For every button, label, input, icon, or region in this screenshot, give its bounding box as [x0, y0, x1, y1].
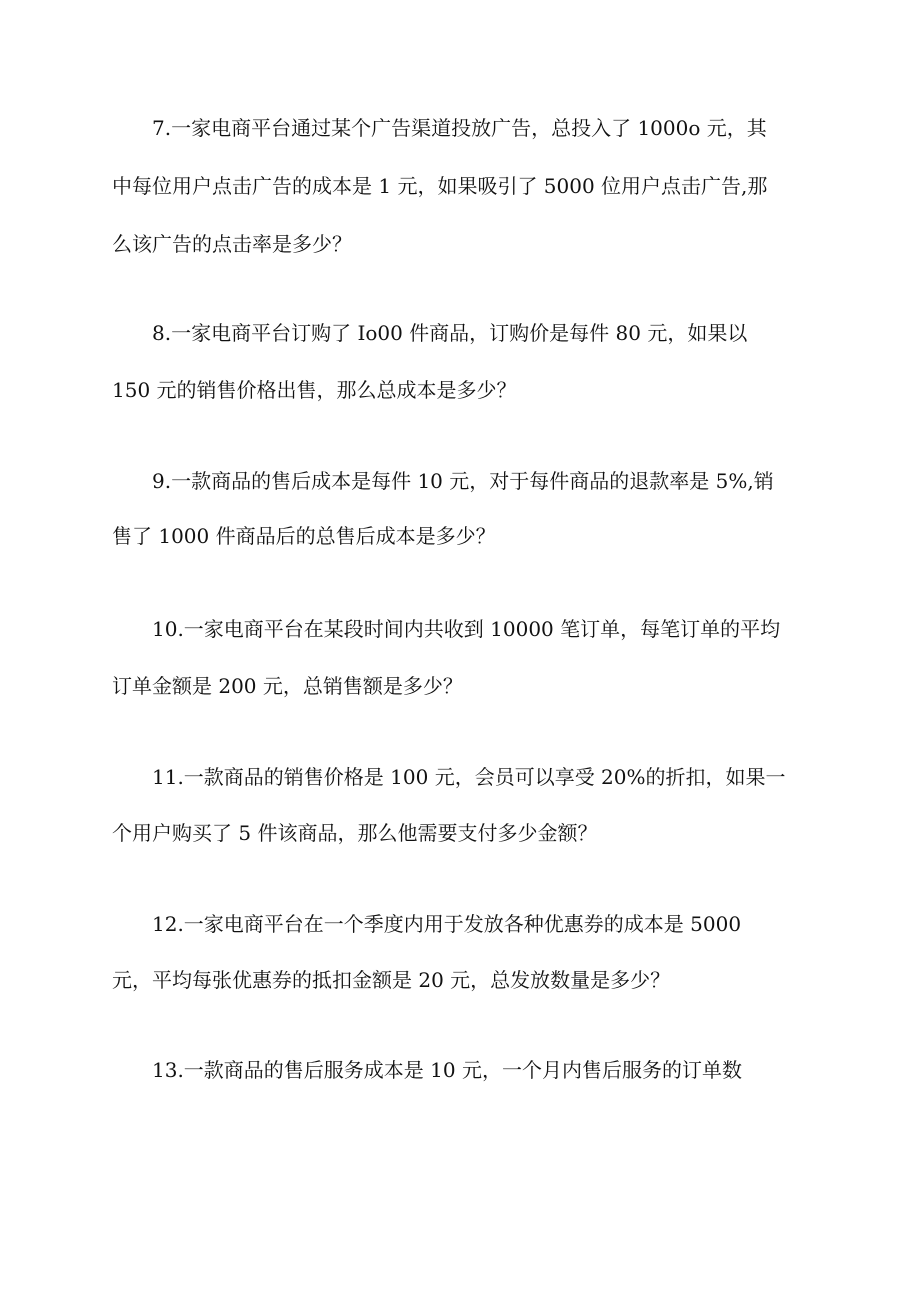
question-11-line-1: 11.一款商品的销售价格是 100 元，会员可以享受 20%的折扣，如果一: [152, 765, 786, 789]
question-8-line-1: 8.一家电商平台订购了 Io00 件商品，订购价是每件 80 元，如果以: [152, 321, 748, 345]
question-13-line-1: 13.一款商品的售后服务成本是 10 元，一个月内售后服务的订单数: [152, 1058, 742, 1082]
question-9-line-1: 9.一款商品的售后成本是每件 10 元，对于每件商品的退款率是 5%,销: [152, 469, 774, 493]
question-12-line-2: 元，平均每张优惠券的抵扣金额是 20 元，总发放数量是多少？: [112, 968, 671, 992]
question-7-line-1: 7.一家电商平台通过某个广告渠道投放广告，总投入了 1000o 元，其: [152, 116, 767, 140]
question-8-line-2: 150 元的销售价格出售，那么总成本是多少？: [112, 378, 517, 402]
question-7-line-2: 中每位用户点击广告的成本是 1 元，如果吸引了 5000 位用户点击广告,那: [112, 174, 768, 198]
question-12-line-1: 12.一家电商平台在一个季度内用于发放各种优惠券的成本是 5000: [152, 912, 742, 936]
question-10-line-1: 10.一家电商平台在某段时间内共收到 10000 笔订单，每笔订单的平均: [152, 617, 781, 641]
question-11-line-2: 个用户购买了 5 件该商品，那么他需要支付多少金额？: [112, 821, 598, 845]
question-10-line-2: 订单金额是 200 元，总销售额是多少？: [112, 674, 463, 698]
question-7-line-3: 么该广告的点击率是多少？: [112, 232, 352, 256]
question-9-line-2: 售了 1000 件商品后的总售后成本是多少？: [112, 524, 496, 548]
